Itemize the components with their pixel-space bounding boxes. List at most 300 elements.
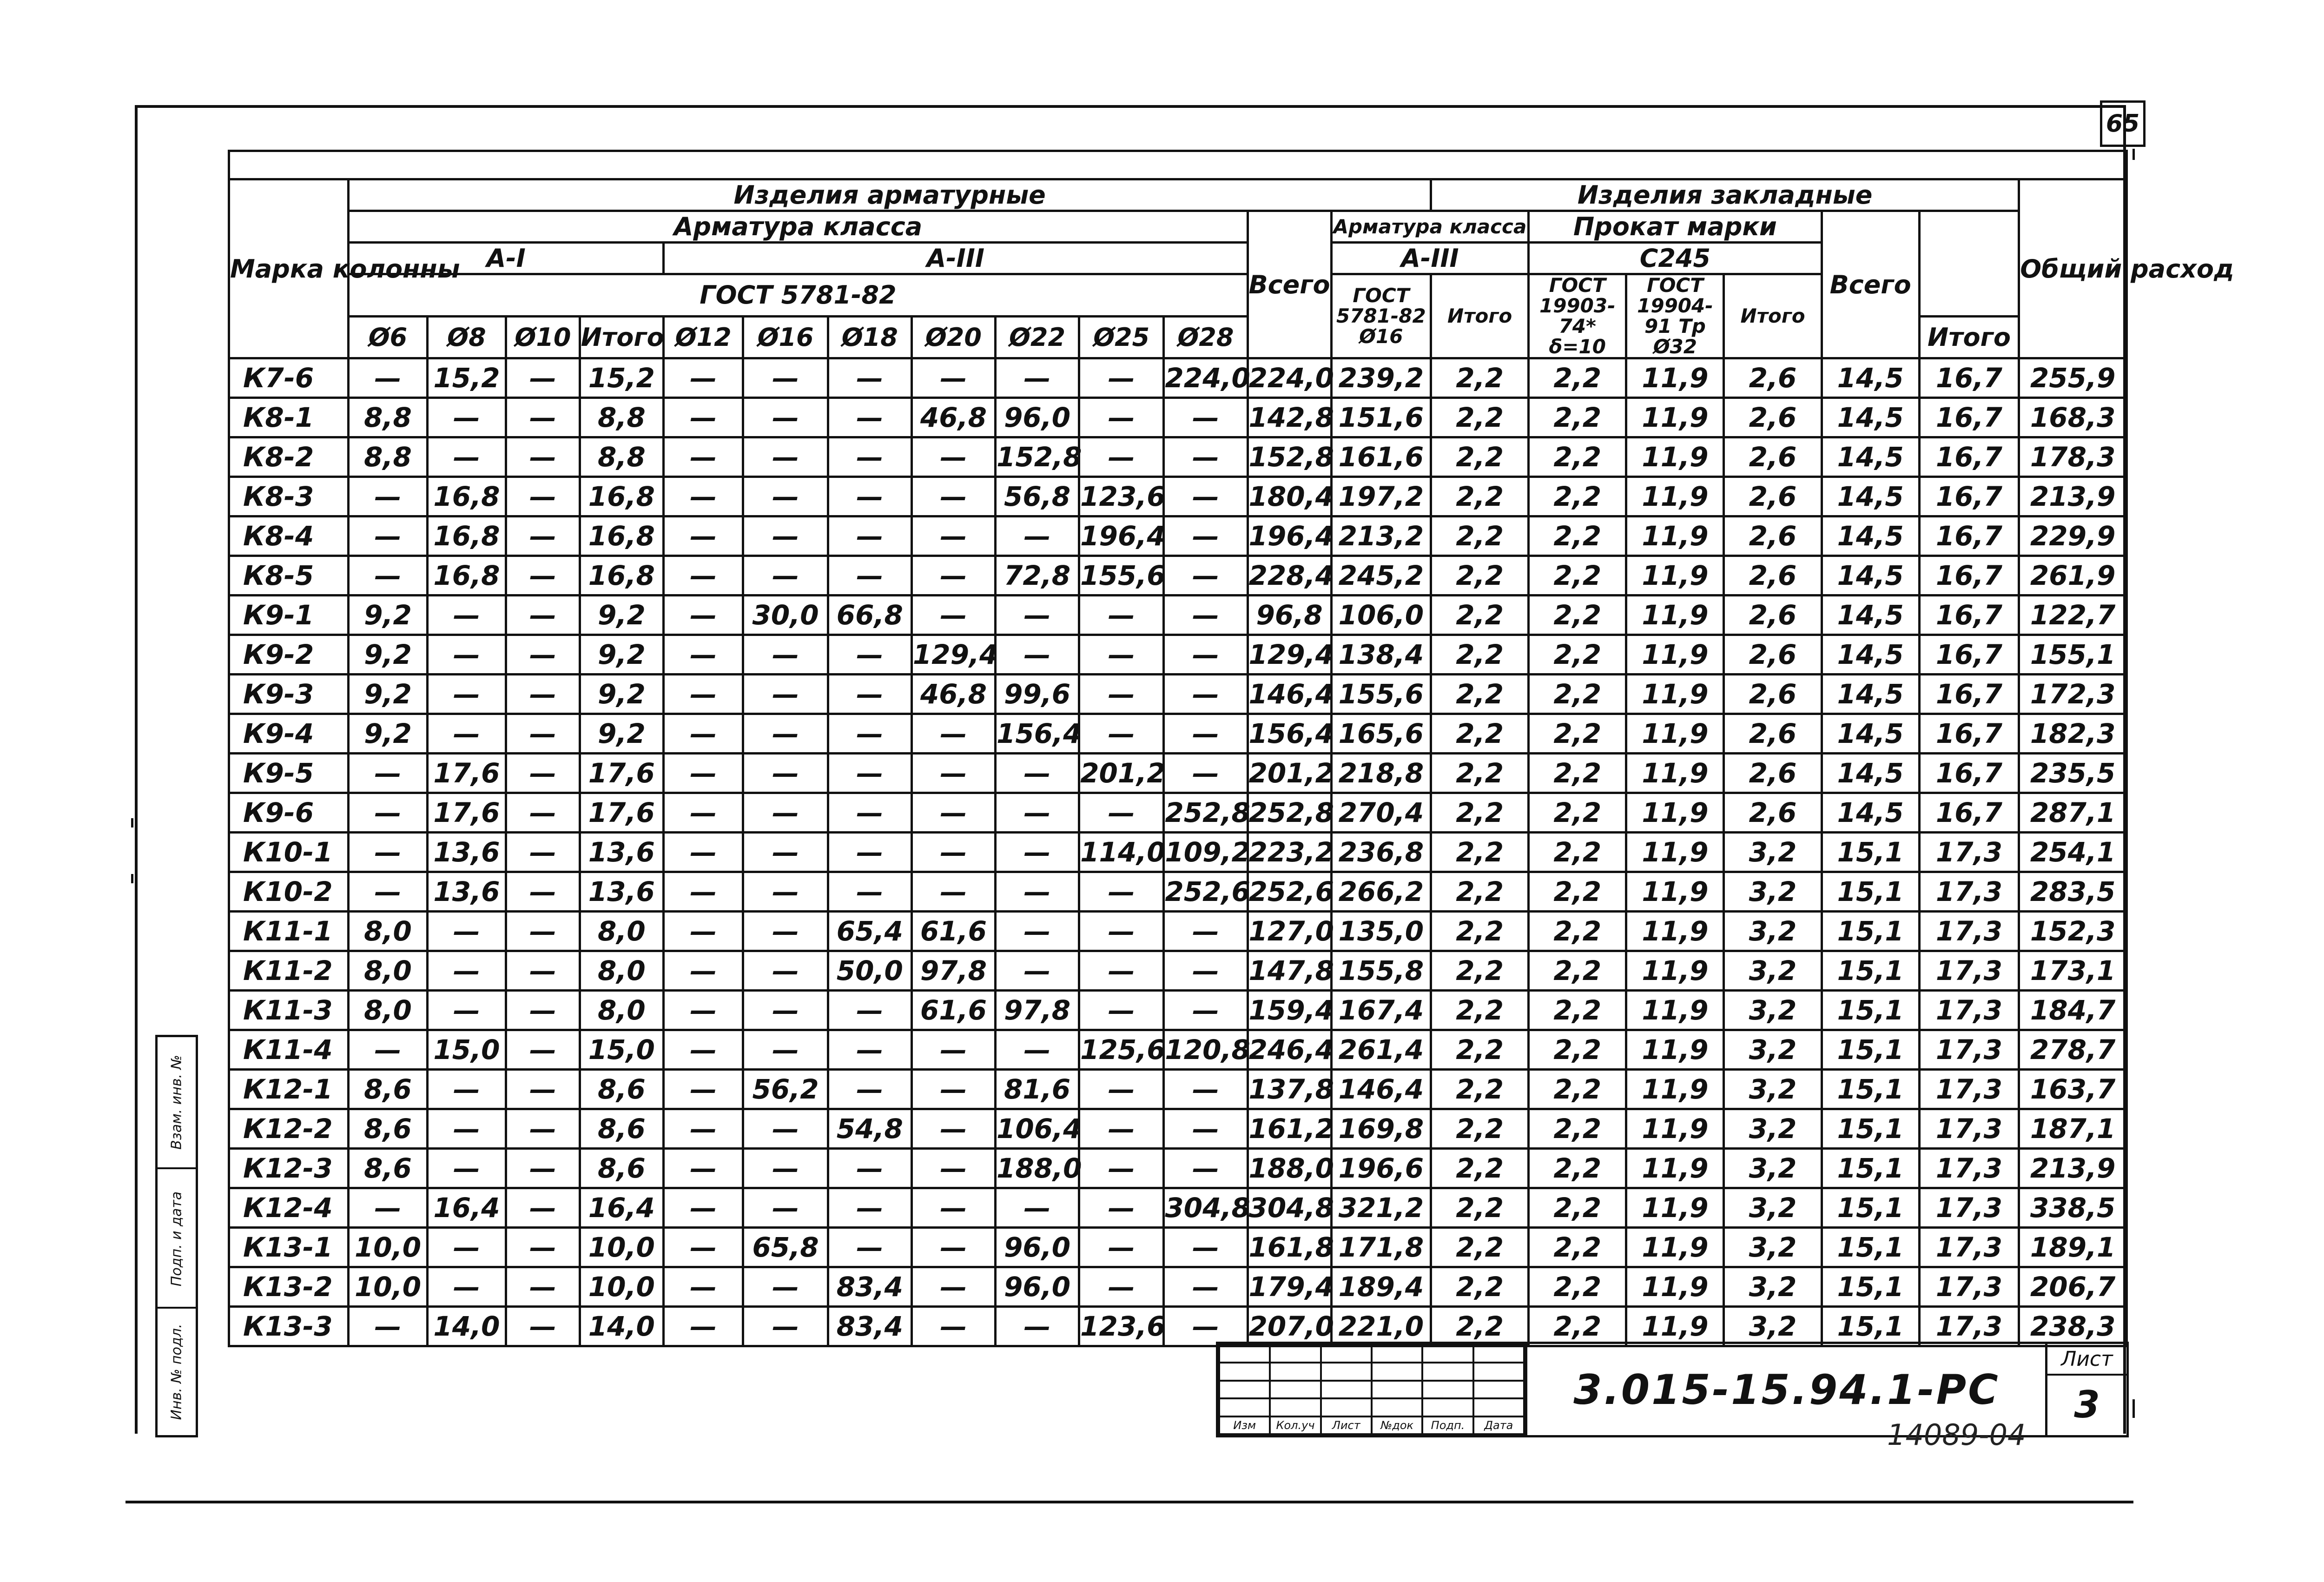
table-cell: 255,9 (2019, 358, 2127, 398)
table-cell: 2,2 (1529, 635, 1626, 675)
table-cell: 2,2 (1529, 477, 1626, 516)
table-cell: 66,8 (828, 596, 911, 635)
table-cell: 2,2 (1529, 833, 1626, 872)
table-cell: — (743, 1307, 828, 1346)
header-embedded-total: Всего (1822, 211, 1919, 358)
table-cell: — (349, 1307, 427, 1346)
table-cell: 9,2 (580, 635, 663, 675)
table-cell: — (1164, 1149, 1248, 1188)
table-cell: 9,2 (580, 714, 663, 754)
table-cell: 146,4 (1248, 675, 1331, 714)
table-cell: — (743, 556, 828, 596)
table-cell: 10,0 (349, 1228, 427, 1267)
table-cell: 15,1 (1822, 1307, 1919, 1346)
table-cell: 2,6 (1724, 675, 1822, 714)
table-cell: — (995, 793, 1079, 833)
table-row (229, 991, 2127, 1030)
table-cell: 15,1 (1822, 1267, 1919, 1307)
table-cell: 3,2 (1724, 1149, 1822, 1188)
margin-tick (2133, 149, 2135, 160)
table-cell: — (427, 675, 506, 714)
row-mark: К9-5 (229, 754, 349, 793)
table-cell: — (1164, 754, 1248, 793)
table-cell: — (1164, 1307, 1248, 1346)
table-cell: 2,2 (1529, 714, 1626, 754)
table-cell: 17,6 (580, 793, 663, 833)
table-cell: 261,4 (1331, 1030, 1431, 1070)
table-cell: 2,2 (1431, 1267, 1529, 1307)
table-cell: 152,8 (1248, 437, 1331, 477)
table-cell: — (663, 793, 743, 833)
header-reinforcement-class: Арматура класса (349, 211, 1248, 243)
header-rolled-grade: Прокат марки (1529, 211, 1822, 243)
table-cell: 16,7 (1919, 477, 2019, 516)
table-cell: 11,9 (1626, 833, 1724, 872)
table-cell: — (663, 675, 743, 714)
table-row (229, 872, 2127, 912)
table-cell: — (1164, 556, 1248, 596)
table-cell: 9,2 (580, 596, 663, 635)
table-cell: 163,7 (2019, 1070, 2127, 1109)
table-cell: 2,6 (1724, 477, 1822, 516)
table-cell: — (1079, 1267, 1164, 1307)
table-cell: 138,4 (1331, 635, 1431, 675)
table-cell: — (828, 1188, 911, 1228)
row-mark: К7-6 (229, 358, 349, 398)
table-cell: 11,9 (1626, 991, 1724, 1030)
tb-label-date: Дата (1473, 1417, 1524, 1434)
table-cell: 223,2 (1248, 833, 1331, 872)
table-cell: 2,2 (1431, 1030, 1529, 1070)
table-cell: — (349, 358, 427, 398)
table-cell: 2,6 (1724, 793, 1822, 833)
table-cell: — (911, 793, 995, 833)
table-cell: 15,1 (1822, 1149, 1919, 1188)
table-cell: 206,7 (2019, 1267, 2127, 1307)
table-cell: 2,2 (1431, 477, 1529, 516)
table-row (229, 1267, 2127, 1307)
table-cell: 16,7 (1919, 635, 2019, 675)
table-cell: 10,0 (349, 1267, 427, 1307)
tb-label-count: Кол.уч (1270, 1417, 1320, 1434)
table-cell: 46,8 (911, 675, 995, 714)
table-cell: 161,8 (1248, 1228, 1331, 1267)
table-cell: 11,9 (1626, 1307, 1724, 1346)
table-cell: 197,2 (1331, 477, 1431, 516)
table-cell: — (427, 951, 506, 991)
table-cell: 123,6 (1079, 1307, 1164, 1346)
table-cell: 169,8 (1331, 1109, 1431, 1149)
table-cell: — (1079, 635, 1164, 675)
table-cell: 2,2 (1431, 675, 1529, 714)
table-cell: — (1079, 1149, 1164, 1188)
table-cell: — (828, 437, 911, 477)
row-mark: К11-3 (229, 991, 349, 1030)
table-cell: — (663, 556, 743, 596)
margin-tick (131, 874, 133, 883)
table-cell: 14,5 (1822, 596, 1919, 635)
table-cell: 54,8 (828, 1109, 911, 1149)
col-d6: Ø6 (349, 316, 427, 358)
table-cell: 17,3 (1919, 1307, 2019, 1346)
row-mark: К8-3 (229, 477, 349, 516)
table-cell: 155,1 (2019, 635, 2127, 675)
table-cell: 207,0 (1248, 1307, 1331, 1346)
table-cell: — (828, 872, 911, 912)
table-cell: 2,2 (1431, 714, 1529, 754)
table-cell: 15,1 (1822, 991, 1919, 1030)
table-cell: — (506, 477, 580, 516)
table-cell: — (995, 833, 1079, 872)
header-embedded-a3: А-III (1331, 243, 1529, 274)
col-d20: Ø20 (911, 316, 995, 358)
table-cell: 14,5 (1822, 754, 1919, 793)
table-cell: — (349, 477, 427, 516)
row-mark: К13-3 (229, 1307, 349, 1346)
row-mark: К10-2 (229, 872, 349, 912)
table-cell: 56,8 (995, 477, 1079, 516)
table-cell: — (743, 754, 828, 793)
table-cell: 61,6 (911, 912, 995, 951)
table-cell: — (1164, 398, 1248, 437)
table-cell: 2,2 (1529, 951, 1626, 991)
table-cell: — (1164, 1228, 1248, 1267)
table-cell: — (1079, 1070, 1164, 1109)
table-cell: 13,6 (427, 872, 506, 912)
table-cell: 2,2 (1529, 358, 1626, 398)
table-cell: 17,3 (1919, 951, 2019, 991)
table-cell: 2,2 (1529, 991, 1626, 1030)
table-cell: 16,4 (580, 1188, 663, 1228)
table-row (229, 556, 2127, 596)
table-row (229, 1149, 2127, 1188)
table-cell: 8,0 (580, 912, 663, 951)
table-cell: 15,1 (1822, 1228, 1919, 1267)
table-cell: 2,2 (1431, 398, 1529, 437)
table-cell: — (663, 951, 743, 991)
table-cell: 338,5 (2019, 1188, 2127, 1228)
table-cell: — (427, 1070, 506, 1109)
row-mark: К12-4 (229, 1188, 349, 1228)
table-cell: 16,7 (1919, 398, 2019, 437)
table-top-strip (229, 151, 2127, 179)
table-cell: — (995, 1030, 1079, 1070)
table-cell: 16,8 (580, 556, 663, 596)
table-cell: 2,2 (1529, 1267, 1626, 1307)
table-cell: 152,8 (995, 437, 1079, 477)
table-cell: — (1079, 912, 1164, 951)
table-cell: 14,5 (1822, 714, 1919, 754)
table-cell: — (828, 358, 911, 398)
page-number: 65 (2100, 100, 2146, 147)
table-cell: 2,6 (1724, 437, 1822, 477)
table-cell: 8,8 (349, 398, 427, 437)
table-cell: 167,4 (1331, 991, 1431, 1030)
table-cell: 11,9 (1626, 556, 1724, 596)
table-cell: — (1079, 398, 1164, 437)
table-cell: 122,7 (2019, 596, 2127, 635)
table-cell: — (743, 793, 828, 833)
table-cell: — (506, 596, 580, 635)
table-cell: 8,0 (349, 912, 427, 951)
table-cell: — (349, 516, 427, 556)
table-cell: — (911, 596, 995, 635)
tb-label-change: Изм (1219, 1417, 1270, 1434)
table-cell: 184,7 (2019, 991, 2127, 1030)
table-cell: — (506, 516, 580, 556)
table-cell: 155,6 (1079, 556, 1164, 596)
table-cell: 123,6 (1079, 477, 1164, 516)
table-cell: 3,2 (1724, 1307, 1822, 1346)
table-cell: 3,2 (1724, 991, 1822, 1030)
table-cell: 11,9 (1626, 1267, 1724, 1307)
table-cell: 304,8 (1248, 1188, 1331, 1228)
table-cell: 3,2 (1724, 1228, 1822, 1267)
table-cell: 224,0 (1248, 358, 1331, 398)
row-mark: К8-2 (229, 437, 349, 477)
table-cell: — (828, 1228, 911, 1267)
table-cell: 8,0 (349, 991, 427, 1030)
table-cell: — (506, 912, 580, 951)
table-cell: 14,5 (1822, 675, 1919, 714)
table-cell: — (743, 516, 828, 556)
table-cell: — (427, 912, 506, 951)
table-cell: 14,5 (1822, 635, 1919, 675)
table-cell: 201,2 (1079, 754, 1164, 793)
table-cell: 14,5 (1822, 556, 1919, 596)
table-cell: 3,2 (1724, 1070, 1822, 1109)
handwritten-note: 14089-04 (1887, 1418, 2026, 1452)
table-cell: — (1079, 951, 1164, 991)
table-cell: 11,9 (1626, 596, 1724, 635)
table-cell: — (427, 596, 506, 635)
table-cell: 196,6 (1331, 1149, 1431, 1188)
table-cell: 278,7 (2019, 1030, 2127, 1070)
table-row (229, 635, 2127, 675)
table-cell: 283,5 (2019, 872, 2127, 912)
table-cell: — (349, 754, 427, 793)
table-cell: 16,8 (580, 516, 663, 556)
table-cell: — (427, 437, 506, 477)
table-cell: 180,4 (1248, 477, 1331, 516)
table-cell: — (663, 754, 743, 793)
table-cell: 2,6 (1724, 635, 1822, 675)
specification-table (228, 150, 2234, 1347)
row-mark: К9-4 (229, 714, 349, 754)
table-cell: 213,9 (2019, 1149, 2127, 1188)
table-cell: — (828, 556, 911, 596)
table-cell: 2,2 (1529, 437, 1626, 477)
row-mark: К10-1 (229, 833, 349, 872)
table-cell: 17,3 (1919, 1149, 2019, 1188)
table-cell: 2,2 (1529, 1307, 1626, 1346)
table-cell: 155,6 (1331, 675, 1431, 714)
table-cell: 2,2 (1529, 912, 1626, 951)
table-cell: — (743, 675, 828, 714)
table-cell: 146,4 (1331, 1070, 1431, 1109)
table-cell: 2,2 (1529, 1070, 1626, 1109)
table-cell: 2,2 (1529, 1109, 1626, 1149)
table-cell: 235,5 (2019, 754, 2127, 793)
header-embedded-subtotal2: Итого (1724, 274, 1822, 358)
table-cell: — (506, 1070, 580, 1109)
table-cell: 151,6 (1331, 398, 1431, 437)
table-row (229, 358, 2127, 398)
table-cell: 2,6 (1724, 358, 1822, 398)
table-cell: 2,2 (1529, 398, 1626, 437)
table-row (229, 714, 2127, 754)
table-cell: 196,4 (1248, 516, 1331, 556)
table-cell: 106,0 (1331, 596, 1431, 635)
table-cell: 2,6 (1724, 556, 1822, 596)
table-cell: — (911, 1149, 995, 1188)
table-cell: 168,3 (2019, 398, 2127, 437)
table-cell: — (995, 872, 1079, 912)
table-cell: — (911, 754, 995, 793)
side-cell-replace (158, 1037, 196, 1167)
table-row (229, 1070, 2127, 1109)
table-cell: 287,1 (2019, 793, 2127, 833)
table-cell: 8,8 (580, 398, 663, 437)
table-cell: 173,1 (2019, 951, 2127, 991)
table-cell: — (743, 833, 828, 872)
table-cell: — (911, 1307, 995, 1346)
table-cell: 16,7 (1919, 714, 2019, 754)
table-cell: 15,1 (1822, 1188, 1919, 1228)
table-cell: — (506, 872, 580, 912)
table-cell: 65,8 (743, 1228, 828, 1267)
table-cell: 11,9 (1626, 1030, 1724, 1070)
table-cell: — (828, 675, 911, 714)
table-cell: 9,2 (580, 675, 663, 714)
table-cell: — (663, 477, 743, 516)
table-cell: 30,0 (743, 596, 828, 635)
table-cell: 10,0 (580, 1228, 663, 1267)
table-cell: 2,2 (1431, 1109, 1529, 1149)
table-cell: — (427, 1228, 506, 1267)
table-cell: 72,8 (995, 556, 1079, 596)
table-cell: — (1079, 1228, 1164, 1267)
table-cell: 156,4 (1248, 714, 1331, 754)
table-cell: — (1164, 477, 1248, 516)
table-cell: — (743, 358, 828, 398)
table-cell: 129,4 (911, 635, 995, 675)
table-cell: 2,2 (1431, 556, 1529, 596)
table-cell: 96,8 (1248, 596, 1331, 635)
table-cell: 81,6 (995, 1070, 1079, 1109)
table-cell: 8,0 (349, 951, 427, 991)
table-cell: 96,0 (995, 1228, 1079, 1267)
table-row (229, 477, 2127, 516)
table-cell: 17,3 (1919, 991, 2019, 1030)
table-cell: 161,6 (1331, 437, 1431, 477)
col-subtotal-a1: Итого (580, 316, 663, 358)
table-cell: 9,2 (349, 714, 427, 754)
table-cell: — (1164, 635, 1248, 675)
table-cell: — (995, 596, 1079, 635)
table-cell: — (506, 635, 580, 675)
table-cell: — (663, 1228, 743, 1267)
table-cell: 127,0 (1248, 912, 1331, 951)
row-mark: К8-1 (229, 398, 349, 437)
table-cell: — (995, 951, 1079, 991)
table-row (229, 1030, 2127, 1070)
table-cell: 15,1 (1822, 1030, 1919, 1070)
table-cell: — (663, 1149, 743, 1188)
table-cell: 2,2 (1529, 793, 1626, 833)
table-cell: — (743, 1267, 828, 1307)
sheet-number: 3 (2074, 1383, 2100, 1426)
table-cell: 125,6 (1079, 1030, 1164, 1070)
table-cell: — (663, 398, 743, 437)
header-gost-19904: ГОСТ 19904-91 Тр Ø32 (1626, 274, 1724, 358)
table-cell: 2,6 (1724, 516, 1822, 556)
table-cell: 2,2 (1529, 1228, 1626, 1267)
table-cell: 65,4 (828, 912, 911, 951)
table-cell: 97,8 (911, 951, 995, 991)
table-cell: 56,2 (743, 1070, 828, 1109)
table-cell: 159,4 (1248, 991, 1331, 1030)
table-cell: 189,4 (1331, 1267, 1431, 1307)
table-cell: 156,4 (995, 714, 1079, 754)
table-cell: 213,2 (1331, 516, 1431, 556)
side-label-replace: Взам. инв. № (168, 1055, 185, 1150)
table-cell: 8,0 (580, 951, 663, 991)
row-mark: К11-2 (229, 951, 349, 991)
table-row (229, 833, 2127, 872)
table-cell: 15,0 (427, 1030, 506, 1070)
table-cell: 2,2 (1431, 516, 1529, 556)
table-cell: 17,6 (427, 754, 506, 793)
table-cell: 11,9 (1626, 951, 1724, 991)
table-cell: — (911, 556, 995, 596)
table-cell: 188,0 (995, 1149, 1079, 1188)
header-gost-5781: ГОСТ 5781-82 (349, 274, 1248, 317)
table-cell: 239,2 (1331, 358, 1431, 398)
table-row (229, 398, 2127, 437)
table-cell: 9,2 (349, 675, 427, 714)
table-cell: 8,6 (580, 1149, 663, 1188)
table-cell: 155,8 (1331, 951, 1431, 991)
table-cell: — (1164, 991, 1248, 1030)
table-cell: — (911, 1188, 995, 1228)
table-cell: 321,2 (1331, 1188, 1431, 1228)
table-cell: — (663, 714, 743, 754)
col-d25: Ø25 (1079, 316, 1164, 358)
margin-tick (131, 818, 133, 827)
table-cell: 2,2 (1431, 1188, 1529, 1228)
table-cell: 8,6 (580, 1109, 663, 1149)
table-cell: 14,5 (1822, 437, 1919, 477)
side-label-signature: Подп. и дата (168, 1191, 185, 1287)
table-cell: — (911, 437, 995, 477)
table-cell: — (995, 635, 1079, 675)
table-cell: 152,3 (2019, 912, 2127, 951)
header-gost-d16: ГОСТ 5781-82 Ø16 (1331, 274, 1431, 358)
row-mark: К12-2 (229, 1109, 349, 1149)
table-cell: — (663, 872, 743, 912)
row-mark: К13-1 (229, 1228, 349, 1267)
table-cell: 14,5 (1822, 358, 1919, 398)
table-cell: 2,2 (1431, 793, 1529, 833)
table-cell: 16,7 (1919, 516, 2019, 556)
table-cell: — (828, 1070, 911, 1109)
table-cell: 2,2 (1529, 1149, 1626, 1188)
table-cell: 179,4 (1248, 1267, 1331, 1307)
table-cell: — (1079, 358, 1164, 398)
table-cell: 2,2 (1431, 872, 1529, 912)
table-cell: 3,2 (1724, 1267, 1822, 1307)
